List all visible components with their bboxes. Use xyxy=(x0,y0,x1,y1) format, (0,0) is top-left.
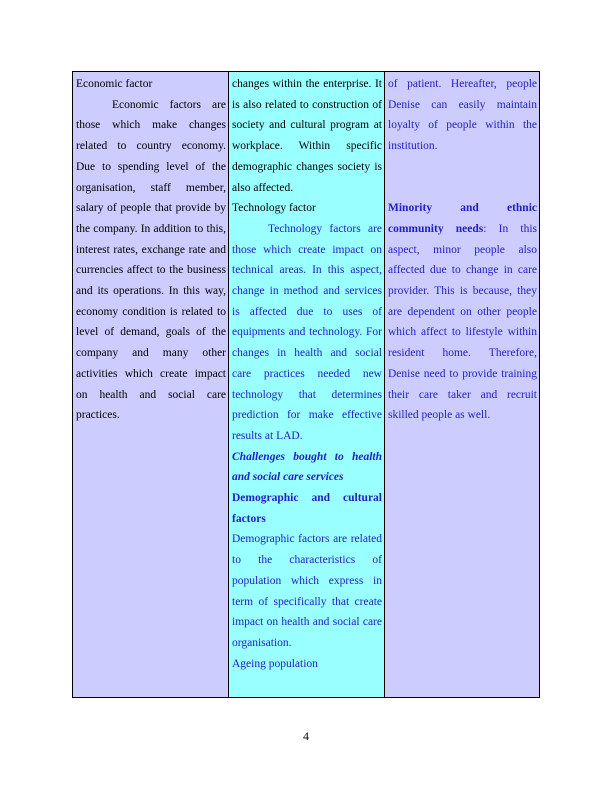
challenges-heading: Challenges bought to health and social care services xyxy=(232,450,382,484)
ageing-continuation: of patient. Hereafter, people Denise can easily maintain loyalty of people within the institution. xyxy=(388,78,537,153)
spacer xyxy=(388,157,537,198)
demographic-cultural-heading: Demographic and cultural factors xyxy=(232,492,382,525)
technology-factor-paragraph: Technology factors are those which create impact on technical areas. In this aspect, change in method and services is affected due to uses of equipments and technology. For changes in health and social care practices needed new technology that determines prediction for make effective results at LAD. xyxy=(232,222,382,442)
economic-factor-heading: Economic factor xyxy=(76,78,153,90)
social-factor-continuation: changes within the enterprise. It is also related to construction of society and cultural program at workplace. Within specific demographic changes society is also affected. xyxy=(232,78,382,194)
table-column-minority xyxy=(385,72,539,697)
economic-factor-paragraph: Economic factors are those which make changes related to country economy. Due to spending level of the organisation, staff member, salary of people that provide by the company. In addition to this, interest rates, exchange rate and currencies affect to the business and its operations. In this way, economy condition is related to level of demand, goals of the company and many other activities which create impact on health and social care practices. xyxy=(76,98,226,422)
demographic-paragraph: Demographic factors are related to the characteristics of population which express in term of specifically that create impact on health and social care organisation. xyxy=(232,533,382,649)
ageing-population-heading: Ageing population xyxy=(232,657,318,670)
page-number: 4 xyxy=(303,729,309,743)
minority-colon: : xyxy=(483,222,487,235)
table-column-economic xyxy=(73,72,229,697)
technology-factor-heading: Technology factor xyxy=(232,202,316,215)
minority-block xyxy=(388,198,537,426)
minority-heading: Minority and ethnic community needs xyxy=(388,202,537,235)
minority-paragraph: In this aspect, minor people also affected due to change in care provider. This is because, they are dependent on other people which affect to lifestyle within resident home. Therefore, Denise need to provide training their care taker and recruit skilled people as well. xyxy=(388,222,537,422)
content-table xyxy=(72,71,540,698)
table-column-technology xyxy=(229,72,385,697)
